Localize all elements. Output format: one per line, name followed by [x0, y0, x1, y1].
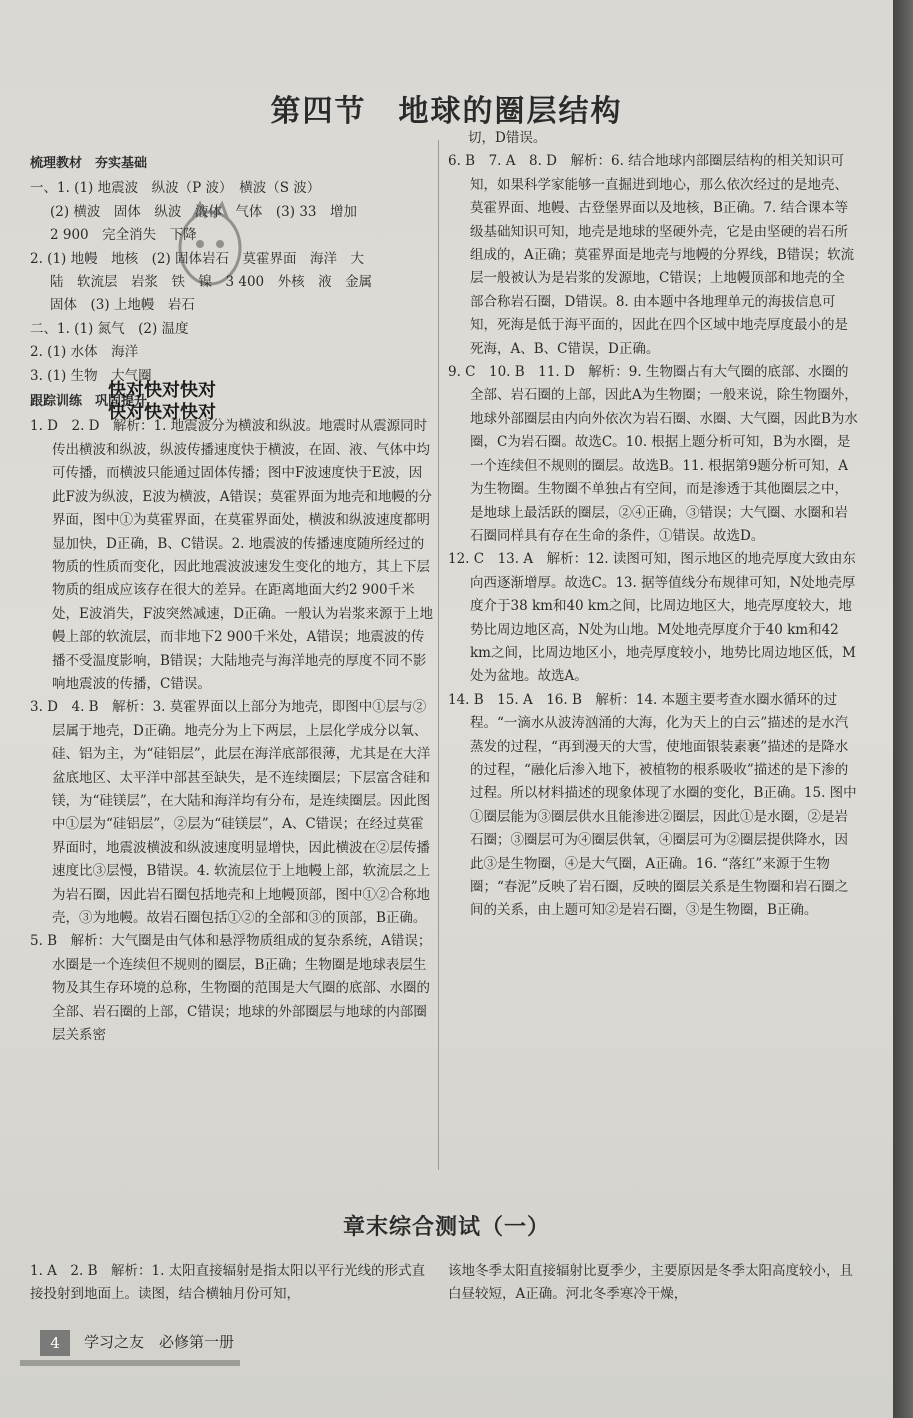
bottom-left-text: 1. A 2. B 解析：1. 太阳直接辐射是指太阳以平行光线的形式直接投射到地面上。读图，结合横轴月份可知，: [30, 1263, 426, 1302]
column-divider: [438, 140, 439, 1170]
answer-line: 陆 软流层 岩浆 铁 镍 3 400 外核 液 金属: [50, 274, 373, 291]
answer-block-q3: 3. D 4. B 解析：3. 莫霍界面以上部分为地壳，即图中①层与②层属于地壳，D正确。地壳分为上下两层，上层化学成分以氧、硅、铝为主，为“硅铝层”，此层在海洋底部很薄，尤其是在大洋盆底地区、太平洋中部甚至缺失，是不连续圈层；下层富含硅和镁，为“硅镁层”，在大陆和海洋均有分布，是连续圈层。因此图中①层为“硅铝层”，②层为“硅镁层”，A、C错误；在经过莫霍界面时，地震波横波和纵波速度明显增快，因此横波在②层传播速度比③层慢，B错误。4. 软流层位于上地幔上部，软流层之上为岩石圈，因此岩石圈包括地壳和上地幔顶部，图中①②合称地壳，③为地幔。故岩石圈包括①②的全部和③的顶部，B正确。: [30, 699, 431, 926]
answer-block-q14: 14. B 15. A 16. B 解析：14. 本题主要考查水圈水循环的过程。“一滴水从波涛汹涌的大海，化为天上的白云”描述的是水汽蒸发的过程，“再到漫天的大雪，使地面银装素裹”描述的是降水的过程，“融化后渗入地下，被植物的根系吸收”描述的是下渗的过程。所以材料描述的现象体现了水圈的变化，B正确。15. 图中①圈层能为③圈层供水且能渗进②圈层，因此①是水圈，②是岩石圈；③圈层可为④圈层供氧，④圈层可为②圈层提供降水，因此③是生物圈，④是大气圈，A正确。16. “落红”来源于生物圈；“春泥”反映了岩石圈，反映的圈层关系是生物圈和岩石圈之间的关系，由上题可知②是岩石圈，③是生物圈，B正确。: [448, 691, 857, 919]
answer-line: 2. (1) 地幔 地核 (2) 固体岩石 莫霍界面 海洋 大: [30, 250, 364, 267]
answer-line: 一、1. (1) 地震波 纵波（P 波） 横波（S 波）: [30, 180, 321, 197]
answer-block-q6: 6. B 7. A 8. D 解析：6. 结合地球内部圈层结构的相关知识可知，如果科学家能够一直掘进到地心，那么依次经过的是地壳、莫霍界面、地幔、古登堡界面以及地核，B正确。7. 结合课本等级基础知识可知，地壳是地球的坚硬外壳，它是由坚硬的岩石所组成的，A正确；莫霍界面是地壳与地幔的分界线，B错误；软流层一般被认为是岩浆的发源地，C错误；上地幔顶部和地壳的全部合称岩石圈，D错误。8. 由本题中各地理单元的海拔信息可知，死海是低于海平面的，因此在四个区域中地壳厚度最小的是死海，A、B、C错误，D正确。: [448, 153, 855, 357]
bottom-right-text: 该地冬季太阳直接辐射比夏季少，主要原因是冬季太阳高度较小，且白昼较短，A正确。河北冬季寒冷干燥，: [448, 1263, 853, 1302]
footer-rule: [20, 1360, 240, 1366]
answer-line: 2 900 完全消失 下降: [50, 227, 197, 244]
answer-block-q9: 9. C 10. B 11. D 解析：9. 生物圈占有大气圈的底部、水圈的全部、岩石圈的上部，因此A为生物圈；一般来说，除生物圈外，地球外部圈层由内向外依次为岩石圈、水圈、大气圈，因此B为水圈，C为岩石圈。故选C。10. 根据上题分析可知，B为水圈，是一个连续但不规则的圈层。故选B。11. 根据第9题分析可知，A为生物圈。生物圈不单独占有空间，而是渗透于其他圈层之中，是地球上最活跃的圈层，②④正确，③错误；大气圈、水圈和岩石圈同样具有存在生命的条件，①错误。故选D。: [448, 364, 858, 544]
answer-line: 二、1. (1) 氮气 (2) 温度: [30, 320, 189, 337]
book-name: 学习之友 必修第一册: [84, 1333, 235, 1351]
chapter-test-title: 章末综合测试（一）: [342, 1214, 550, 1240]
watermark-text: [108, 380, 216, 424]
left-column: [30, 150, 435, 1047]
answer-line: (2) 横波 固体 纵波 液体 气体 (3) 33 增加: [50, 203, 358, 220]
answer-continuation: 切，D错误。: [468, 130, 547, 146]
answer-line: 固体 (3) 上地幔 岩石: [50, 297, 195, 314]
answer-block-q1: 1. D 2. D 解析：1. 地震波分为横波和纵波。地震时从震源同时传出横波和纵波，纵波传播速度快于横波，在固、液、气体中均可传播，而横波只能通过固体传播；图中F波速度快于E波，因此F波为纵波，E波为横波，A错误；莫霍界面为地壳和地幔的分界面，图中①为莫霍界面，在莫霍界面处，横波和纵波速度都明显加快，D正确，B、C错误。2. 地震波的传播速度随所经过的物质的性质而变化，因此地震波波速发生变化的地方，其上下层物质的组成应该存在很大的差异。在距离地面大约2 900千米处，E波消失，F波突然减速，D正确。一般认为岩浆来源于上地幔上部的软流层，而非地下2 900千米处，A错误；地震波的传播不受温度影响，B错误；大陆地壳与海洋地壳的厚度不同不影响地震波的传播，C错误。: [30, 418, 434, 692]
section-heading-practice: 跟踪训练 巩固提升: [30, 394, 148, 410]
answer-line: 3. (1) 生物 大气圈: [30, 367, 152, 384]
page-title: 第四节 地球的圈层结构: [270, 94, 623, 129]
page-number: 4: [40, 1330, 70, 1356]
watermark-line: 快对快对快对: [108, 402, 216, 423]
answer-block-q5: 5. B 解析：大气圈是由气体和悬浮物质组成的复杂系统，A错误；水圈是一个连续但不规则的圈层，B正确；生物圈是地球表层生物及其生存环境的总称，生物圈的范围是大气圈的底部、水圈的全部、岩石圈的上部，C错误；地球的外部圈层与地球的内部圈层关系密: [30, 933, 432, 1044]
watermark-line: 快对快对快对: [108, 380, 216, 401]
answer-block-q12: 12. C 13. A 解析：12. 读图可知，图示地区的地壳厚度大致由东向西逐渐增厚。故选C。13. 据等值线分布规律可知，N处地壳厚度介于38 km和40 km之间，比周边地区大，地壳厚度较大，地势比周边地区高，N处为山地。M处地壳厚度介于40 km和42 km之间，比周边地区小，地壳厚度较小，地势比周边地区低，M处为盆地。故选A。: [448, 551, 856, 685]
book-spine-shadow: [893, 0, 913, 1418]
section-heading-basics: 梳理教材 夯实基础: [30, 156, 148, 171]
answer-line: 2. (1) 水体 海洋: [30, 344, 139, 361]
right-column: [448, 127, 858, 923]
